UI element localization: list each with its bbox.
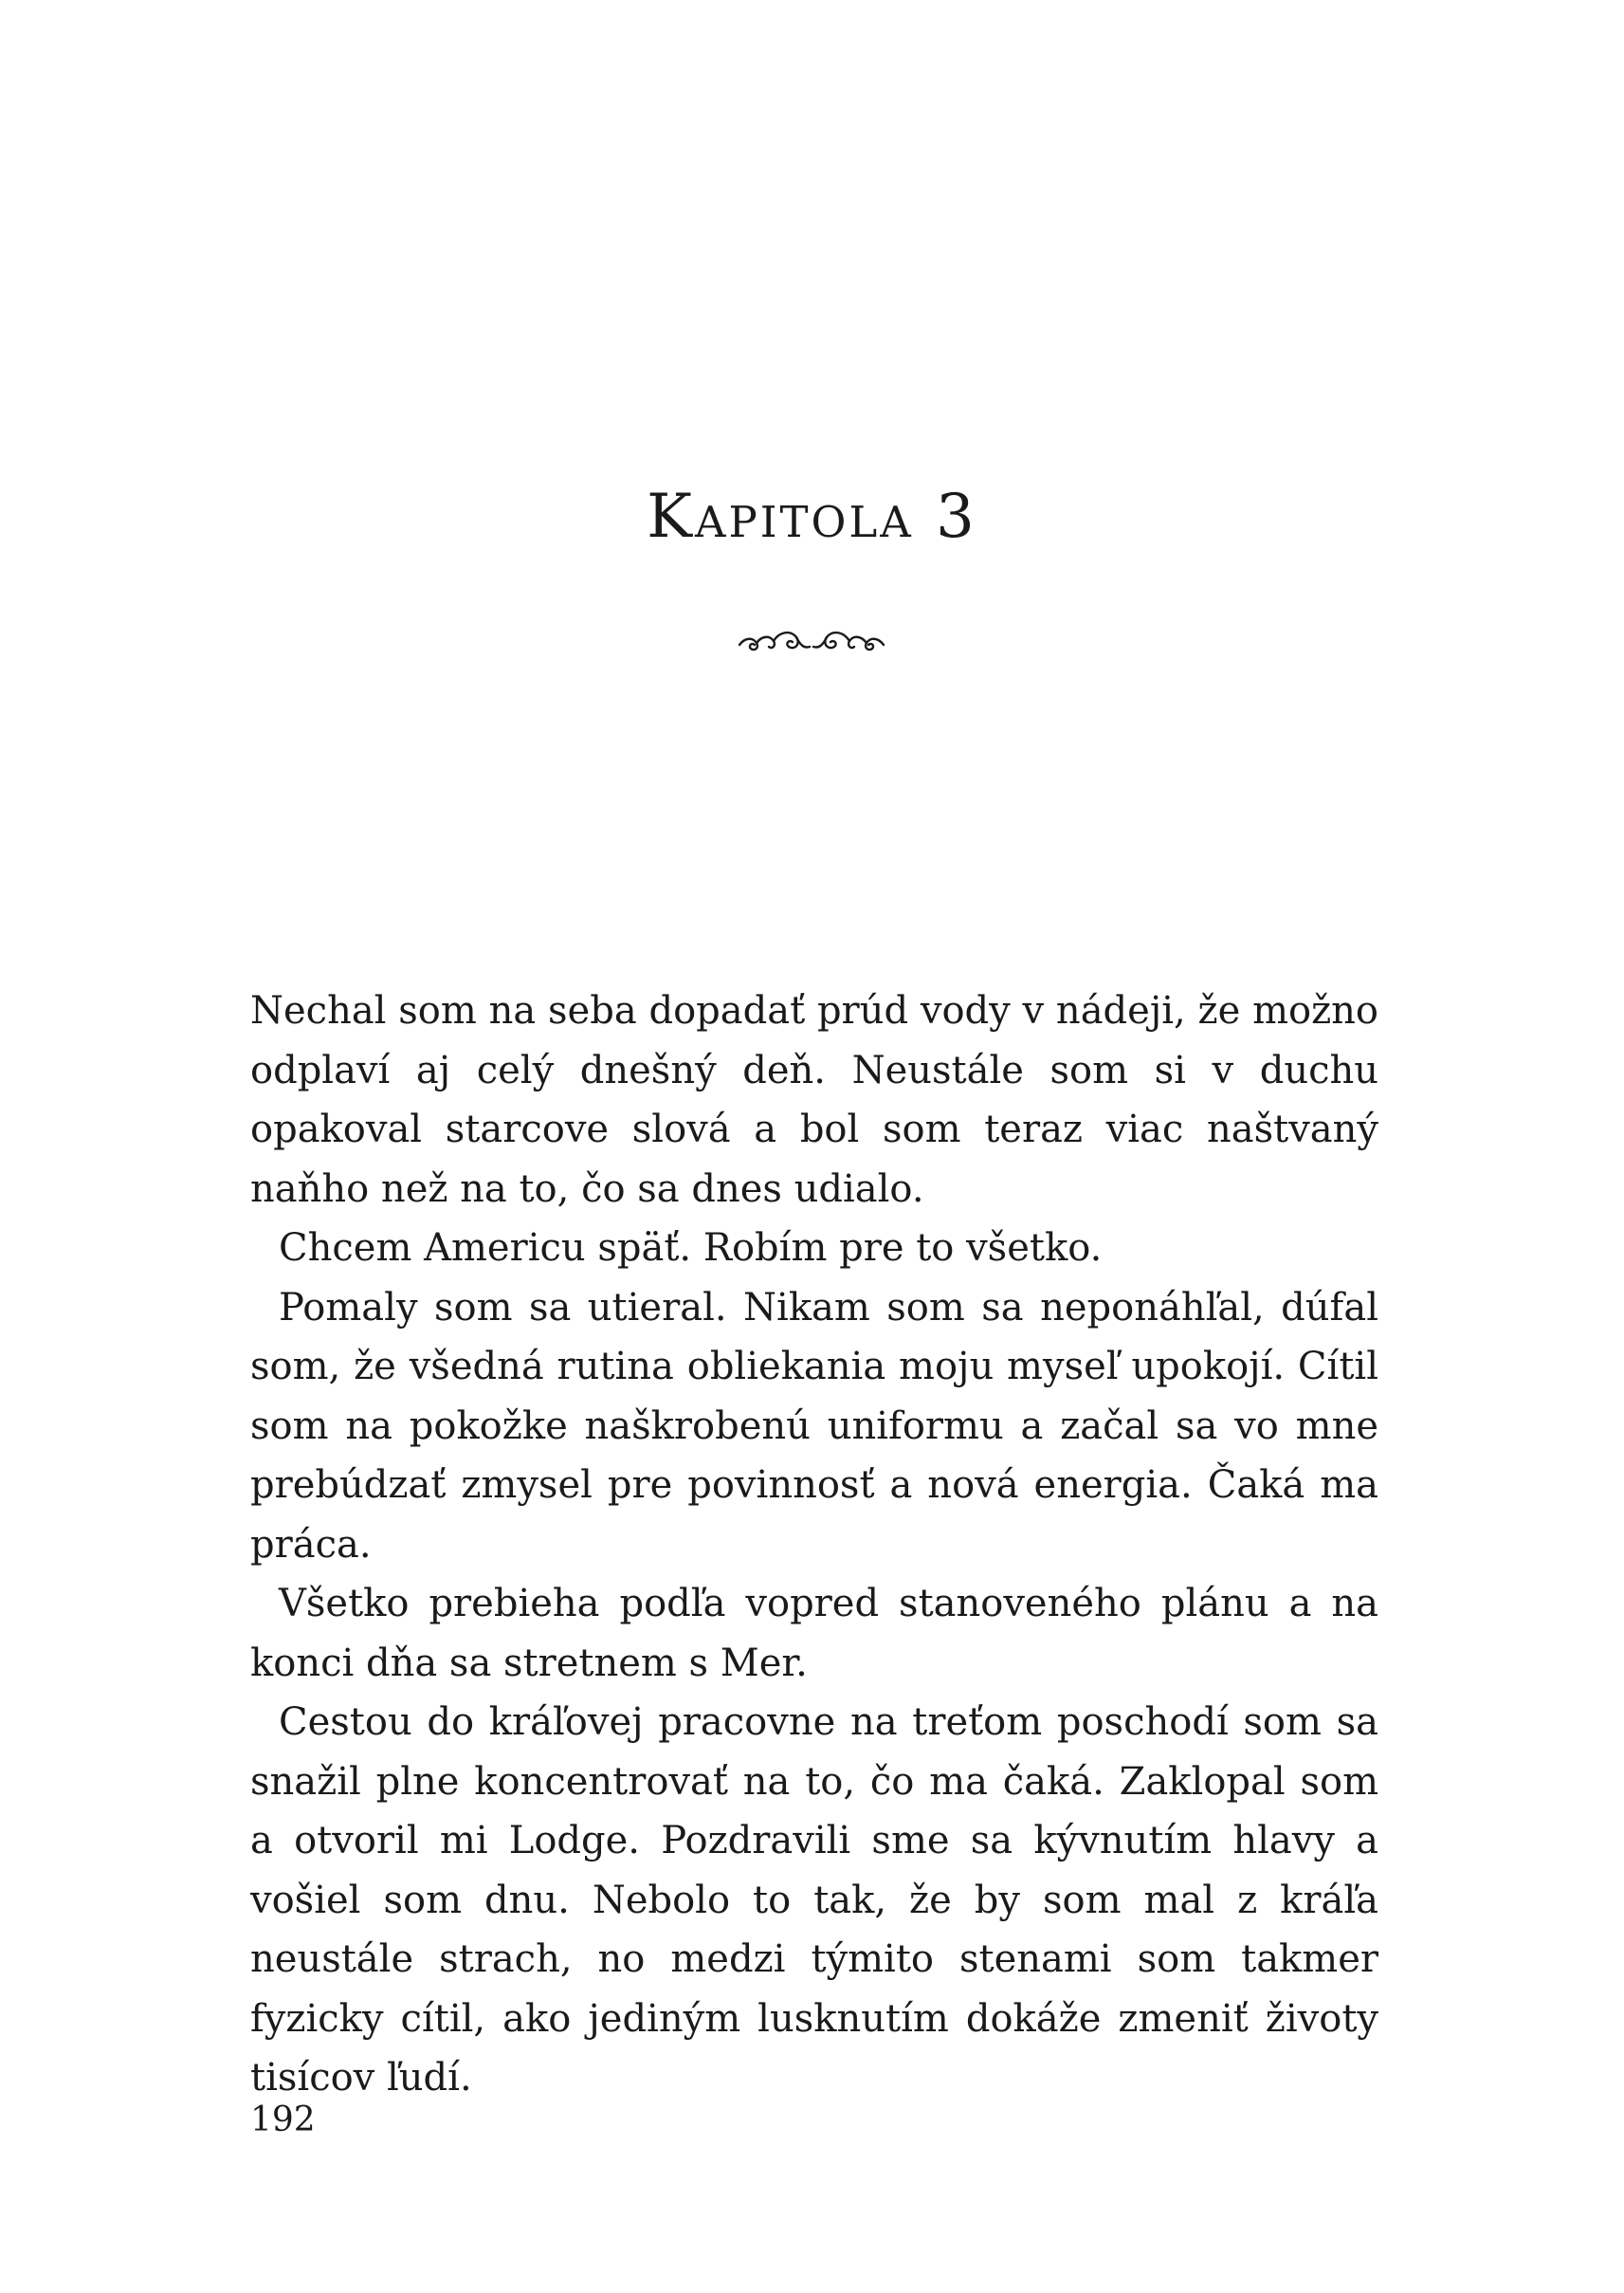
paragraph-3: Pomaly som sa utieral. Nikam som sa neponáhľal, dúfal som, že všedná rutina obliekania moju myseľ upokojí. Cítil som na pokožke naškrobenú uniformu a začal sa vo mne prebúdzať zmysel pre povinnosť a nová energia. Čaká ma práca. <box>250 1285 1378 1567</box>
scroll-flourish-icon <box>736 624 887 658</box>
chapter-title: Kapitola 3 <box>647 482 977 552</box>
paragraph-4: Všetko prebieha podľa vopred stanoveného plánu a na konci dňa sa stretnem s Mer. <box>250 1582 1378 1685</box>
paragraph-1: Nechal som na seba dopadať prúd vody v nádeji, že možno odplaví aj celý dnešný deň. Neustále som si v duchu opakoval starcove slová a bol som teraz viac naštvaný naňho než na to, čo sa dnes udialo. <box>250 989 1378 1211</box>
page-number: 192 <box>250 2100 316 2139</box>
chapter-body <box>250 981 1378 2108</box>
paragraph-5: Cestou do kráľovej pracovne na treťom poschodí som sa snažil plne koncentrovať na to, čo ma čaká. Zaklopal som a otvoril mi Lodge. Pozdravili sme sa kývnutím hlavy a vošiel som dnu. Nebolo to tak, že by som mal z kráľa neustále strach, no medzi týmito stenami som takmer fyzicky cítil, ako jediným lusknutím dokáže zmeniť životy tisícov ľudí. <box>250 1700 1378 2100</box>
paragraph-2: Chcem Americu späť. Robím pre to všetko. <box>279 1226 1103 1270</box>
